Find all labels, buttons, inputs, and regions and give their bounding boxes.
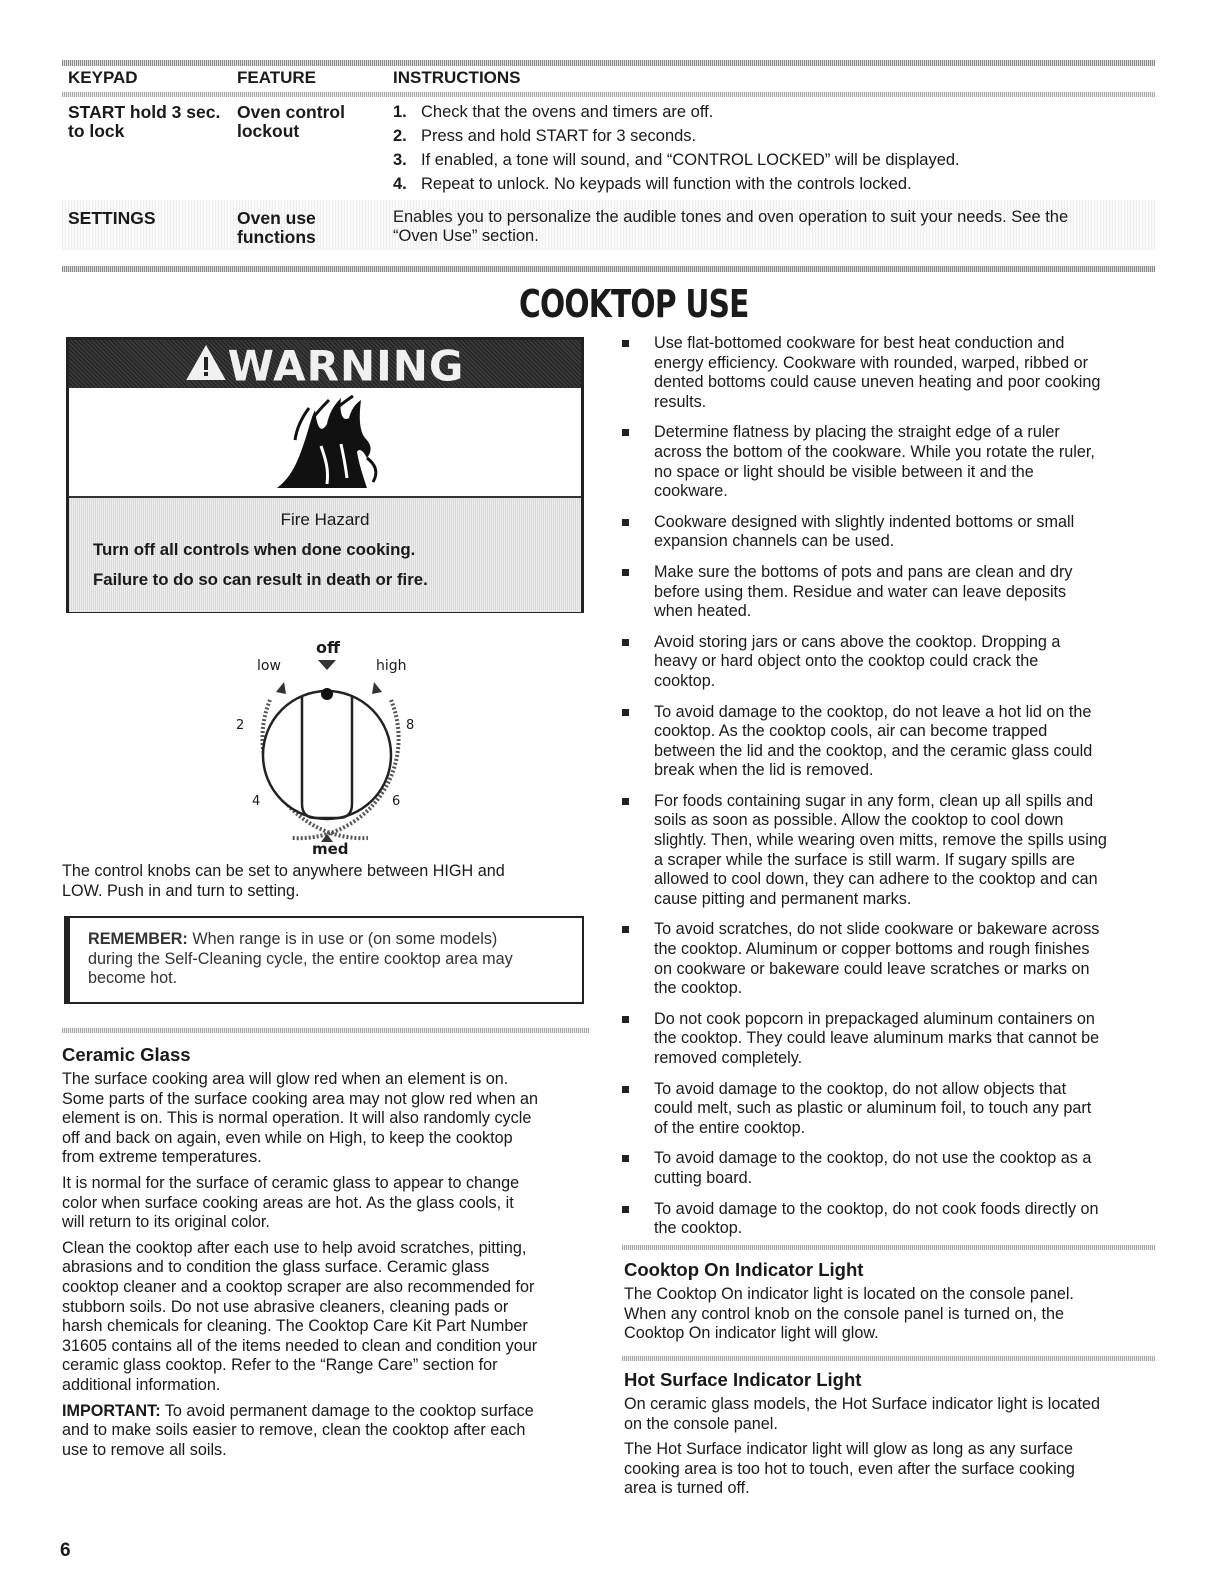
list-item xyxy=(622,563,1162,622)
remember-text xyxy=(70,918,582,989)
text-line: ceramic glass cooktop. Refer to the “Range Care” section for xyxy=(62,1356,498,1375)
bullet-square-icon xyxy=(622,1155,629,1162)
settings-instructions-line2: “Oven Use” section. xyxy=(393,227,539,245)
text-line: Some parts of the surface cooking area may not glow red when an xyxy=(62,1089,538,1108)
knob-label-off: off xyxy=(316,638,340,657)
text-line: removed completely. xyxy=(654,1049,803,1067)
lockout-keypad xyxy=(68,103,220,141)
text-line: color when surface cooking areas are hot. As the glass cools, it xyxy=(62,1193,514,1212)
text-line: and to make soils easier to remove, clean the cooktop after each xyxy=(62,1421,526,1440)
text-line: the cooktop. They could leave aluminum marks that cannot be xyxy=(654,1029,1100,1048)
text-line: element is on. This is normal operation. It will also randomly cycle xyxy=(62,1109,532,1128)
text-line: off and back on again, even while on High, to keep the cooktop xyxy=(62,1128,513,1147)
lockout-feature xyxy=(237,103,345,141)
text-line: The Cooktop On indicator light is located on the console panel. xyxy=(624,1285,1074,1303)
ceramic-paragraph-1 xyxy=(62,1070,602,1168)
step-number: 4. xyxy=(393,175,407,193)
step-number: 2. xyxy=(393,127,407,145)
warning-triangle-icon xyxy=(186,343,226,391)
text-line: cutting board. xyxy=(654,1168,753,1187)
page-number: 6 xyxy=(60,1540,71,1561)
text-line: Use flat-bottomed cookware for best heat conduction and xyxy=(654,334,1065,352)
text-line: Avoid storing jars or cans above the cooktop. Dropping a xyxy=(654,632,1061,651)
text-line: cooktop cleaner and a cooktop scraper are also recommended for xyxy=(62,1277,535,1296)
bullet-square-icon xyxy=(622,639,629,646)
text-line: the cooktop. xyxy=(654,979,743,998)
warning-banner-text: WARNING xyxy=(227,341,465,391)
text-line: will return to its original color. xyxy=(62,1213,270,1232)
text-line: on cookware or bakeware could leave scratches or marks on xyxy=(654,959,1090,978)
text-line: break when the lid is removed. xyxy=(654,761,874,780)
bullet-square-icon xyxy=(622,1086,629,1093)
text-line: from extreme temperatures. xyxy=(62,1148,262,1167)
remember-line2: during the Self-Cleaning cycle, the entire cooktop area may xyxy=(88,949,513,968)
text-line: cooktop. xyxy=(654,671,716,690)
bullet-square-icon xyxy=(622,709,629,716)
knob-label-6: 6 xyxy=(392,794,401,809)
text-line: cookware. xyxy=(654,482,728,501)
text-line: across the bottom of the cookware. While you rotate the ruler, xyxy=(654,442,1095,461)
table-top-rule xyxy=(62,60,1155,66)
step-item xyxy=(393,124,1153,148)
cooktop-on-body xyxy=(624,1285,1164,1344)
text-line: area is turned off. xyxy=(624,1479,750,1498)
remember-line1 xyxy=(88,930,582,950)
list-item xyxy=(622,1010,1162,1069)
text-line: To avoid damage to the cooktop, do not allow objects that xyxy=(654,1079,1067,1098)
text-line: heavy or hard object onto the cooktop could crack the xyxy=(654,652,1039,671)
text-line: To avoid damage to the cooktop, do not leave a hot lid on the xyxy=(654,702,1092,721)
bullet-square-icon xyxy=(622,569,629,576)
text-line: Cooktop On indicator light will glow. xyxy=(624,1324,879,1343)
bullet-square-icon xyxy=(622,340,629,347)
cookware-bullet-list xyxy=(622,334,1162,1250)
remember-line1-text: When range is in use or (on some models) xyxy=(187,930,498,948)
settings-instructions-line1: Enables you to personalize the audible tones and oven operation to suit your needs. See the xyxy=(393,208,1069,226)
knob-diagram xyxy=(200,630,460,860)
lockout-keypad-line1: START hold 3 sec. xyxy=(68,102,221,122)
remember-line3: become hot. xyxy=(88,969,178,988)
step-text: Check that the ovens and timers are off. xyxy=(421,103,714,121)
remember-label: REMEMBER: xyxy=(88,930,188,948)
text-line: on the console panel. xyxy=(624,1414,778,1433)
text-line: Cookware designed with slightly indented bottoms or small xyxy=(654,512,1075,531)
text-line: could melt, such as plastic or aluminum foil, to touch any part xyxy=(654,1099,1092,1118)
text-line: For foods containing sugar in any form, clean up all spills and xyxy=(654,791,1094,810)
text-line: cooktop. As the cooktop cools, air can become trapped xyxy=(654,722,1048,741)
bullet-square-icon xyxy=(622,1206,629,1213)
table-bottom-rule xyxy=(62,266,1155,272)
important-text: To avoid permanent damage to the cooktop surface xyxy=(160,1401,534,1420)
lockout-keypad-line2: to lock xyxy=(68,121,125,141)
list-item xyxy=(622,423,1162,501)
text-line: When any control knob on the console panel is turned on, the xyxy=(624,1304,1065,1323)
text-line: energy efficiency. Cookware with rounded, warped, ribbed or xyxy=(654,353,1089,372)
lockout-feature-line1: Oven control xyxy=(237,102,345,122)
text-line: when heated. xyxy=(654,602,752,621)
text-line: allowed to cool down, they can adhere to the cooktop and can xyxy=(654,870,1098,889)
bullet-square-icon xyxy=(622,429,629,436)
text-line: cause pitting and permanent marks. xyxy=(654,889,912,908)
step-number: 3. xyxy=(393,151,407,169)
col-header-feature: FEATURE xyxy=(237,68,317,87)
control-knob-icon xyxy=(200,630,460,860)
knob-label-high: high xyxy=(376,658,407,674)
knob-caption-line1: The control knobs can be set to anywhere between HIGH and xyxy=(62,862,505,880)
settings-instructions xyxy=(393,208,1153,246)
text-line: additional information. xyxy=(62,1375,221,1394)
step-text: Press and hold START for 3 seconds. xyxy=(421,127,697,145)
text-line: Make sure the bottoms of pots and pans are clean and dry xyxy=(654,562,1073,581)
bullet-square-icon xyxy=(622,519,629,526)
text-line: On ceramic glass models, the Hot Surface indicator light is located xyxy=(624,1395,1100,1413)
text-line: slightly. Then, while wearing oven mitts, remove the spills using xyxy=(654,831,1107,850)
text-line: use to remove all soils. xyxy=(62,1440,227,1459)
ceramic-body xyxy=(62,1070,602,1466)
list-item xyxy=(622,633,1162,692)
text-line: Clean the cooktop after each use to help avoid scratches, pitting, xyxy=(62,1238,527,1257)
remember-box xyxy=(64,916,584,1004)
warning-message xyxy=(69,496,581,612)
text-line: It is normal for the surface of ceramic glass to appear to change xyxy=(62,1173,520,1192)
text-line: To avoid scratches, do not slide cookware or bakeware across xyxy=(654,920,1100,939)
text-line: To avoid damage to the cooktop, do not cook foods directly on xyxy=(654,1199,1099,1218)
knob-label-med: med xyxy=(312,840,349,858)
text-line: dented bottoms could cause uneven heating and poor cooking xyxy=(654,373,1101,392)
knob-caption-line2: LOW. Push in and turn to setting. xyxy=(62,881,300,900)
step-text: If enabled, a tone will sound, and “CONTROL LOCKED” will be displayed. xyxy=(421,151,960,169)
text-line: stubborn soils. Do not use abrasive cleaners, cleaning pads or xyxy=(62,1297,509,1316)
knob-label-low: low xyxy=(257,658,281,674)
step-text: Repeat to unlock. No keypads will function with the controls locked. xyxy=(421,175,912,193)
knob-label-2: 2 xyxy=(236,718,245,733)
hot-surface-body xyxy=(624,1395,1164,1505)
list-item xyxy=(622,1149,1162,1188)
ceramic-heading: Ceramic Glass xyxy=(62,1044,191,1065)
ceramic-paragraph-2 xyxy=(62,1174,602,1233)
list-item xyxy=(622,1200,1162,1239)
list-item xyxy=(622,513,1162,552)
knob-label-8: 8 xyxy=(406,718,415,733)
fire-icon xyxy=(69,388,581,496)
hot-surface-paragraph-1 xyxy=(624,1395,1164,1434)
text-line: between the lid and the cooktop, and the ceramic glass could xyxy=(654,741,1093,760)
warning-hazard: Fire Hazard xyxy=(280,510,370,529)
cooktop-on-divider xyxy=(622,1245,1155,1250)
list-item xyxy=(622,334,1162,412)
settings-feature xyxy=(237,209,316,247)
step-item xyxy=(393,100,1153,124)
important-label: IMPORTANT: xyxy=(62,1401,161,1420)
text-line: no space or light should be visible between it and the xyxy=(654,462,1034,481)
text-line: cooking area is too hot to touch, even after the surface cooking xyxy=(624,1459,1075,1478)
text-line: a scraper while the surface is still warm. If sugary spills are xyxy=(654,850,1076,869)
settings-feature-line1: Oven use xyxy=(237,208,316,228)
warning-box xyxy=(66,337,584,613)
list-item xyxy=(622,920,1162,998)
lockout-steps xyxy=(393,100,1153,196)
text-line: Determine flatness by placing the straight edge of a ruler xyxy=(654,423,1060,442)
text-line: The Hot Surface indicator light will glow as long as any surface xyxy=(624,1440,1073,1459)
warning-line1: Turn off all controls when done cooking. xyxy=(93,540,416,559)
col-header-keypad: KEYPAD xyxy=(68,68,138,87)
text-line: abrasions and to condition the glass surface. Ceramic glass xyxy=(62,1258,490,1277)
step-item xyxy=(393,172,1153,196)
ceramic-paragraph-4 xyxy=(62,1402,602,1461)
list-item xyxy=(622,792,1162,910)
text-line: 31605 contains all of the items needed to clean and condition your xyxy=(62,1336,538,1355)
hot-surface-paragraph-2 xyxy=(624,1440,1164,1499)
cooktop-on-heading: Cooktop On Indicator Light xyxy=(624,1259,864,1280)
text-line: Do not cook popcorn in prepackaged aluminum containers on xyxy=(654,1009,1095,1028)
bullet-square-icon xyxy=(622,1016,629,1023)
settings-feature-line2: functions xyxy=(237,227,316,247)
warning-line2: Failure to do so can result in death or fire. xyxy=(93,570,428,589)
page-title: COOKTOP USE xyxy=(519,282,749,326)
bullet-square-icon xyxy=(622,926,629,933)
step-number: 1. xyxy=(393,103,407,121)
text-line: soils as soon as possible. Allow the cooktop to cool down xyxy=(654,811,1064,830)
text-line: harsh chemicals for cleaning. The Cooktop Care Kit Part Number xyxy=(62,1317,528,1336)
text-line: To avoid damage to the cooktop, do not use the cooktop as a xyxy=(654,1149,1092,1168)
text-line: results. xyxy=(654,392,707,411)
ceramic-paragraph-3 xyxy=(62,1239,602,1396)
step-item xyxy=(393,148,1153,172)
text-line: of the entire cooktop. xyxy=(654,1118,806,1137)
ceramic-divider xyxy=(62,1028,589,1033)
text-line: the cooktop. Aluminum or copper bottoms and rough finishes xyxy=(654,940,1090,959)
settings-keypad: SETTINGS xyxy=(68,208,156,228)
text-line: before using them. Residue and water can leave deposits xyxy=(654,582,1067,601)
header-divider xyxy=(62,92,1155,97)
hot-surface-divider xyxy=(622,1356,1155,1361)
knob-label-4: 4 xyxy=(252,794,261,809)
hot-surface-heading: Hot Surface Indicator Light xyxy=(624,1369,862,1390)
knob-caption xyxy=(62,862,592,901)
text-line: expansion channels can be used. xyxy=(654,532,895,551)
text-line: the cooktop. xyxy=(654,1219,743,1238)
lockout-feature-line2: lockout xyxy=(237,121,300,141)
text-line xyxy=(62,1402,602,1422)
text-line: The surface cooking area will glow red when an element is on. xyxy=(62,1070,509,1088)
bullet-square-icon xyxy=(622,798,629,805)
list-item xyxy=(622,1080,1162,1139)
list-item xyxy=(622,703,1162,781)
col-header-instructions: INSTRUCTIONS xyxy=(393,68,521,87)
warning-banner xyxy=(69,340,581,391)
